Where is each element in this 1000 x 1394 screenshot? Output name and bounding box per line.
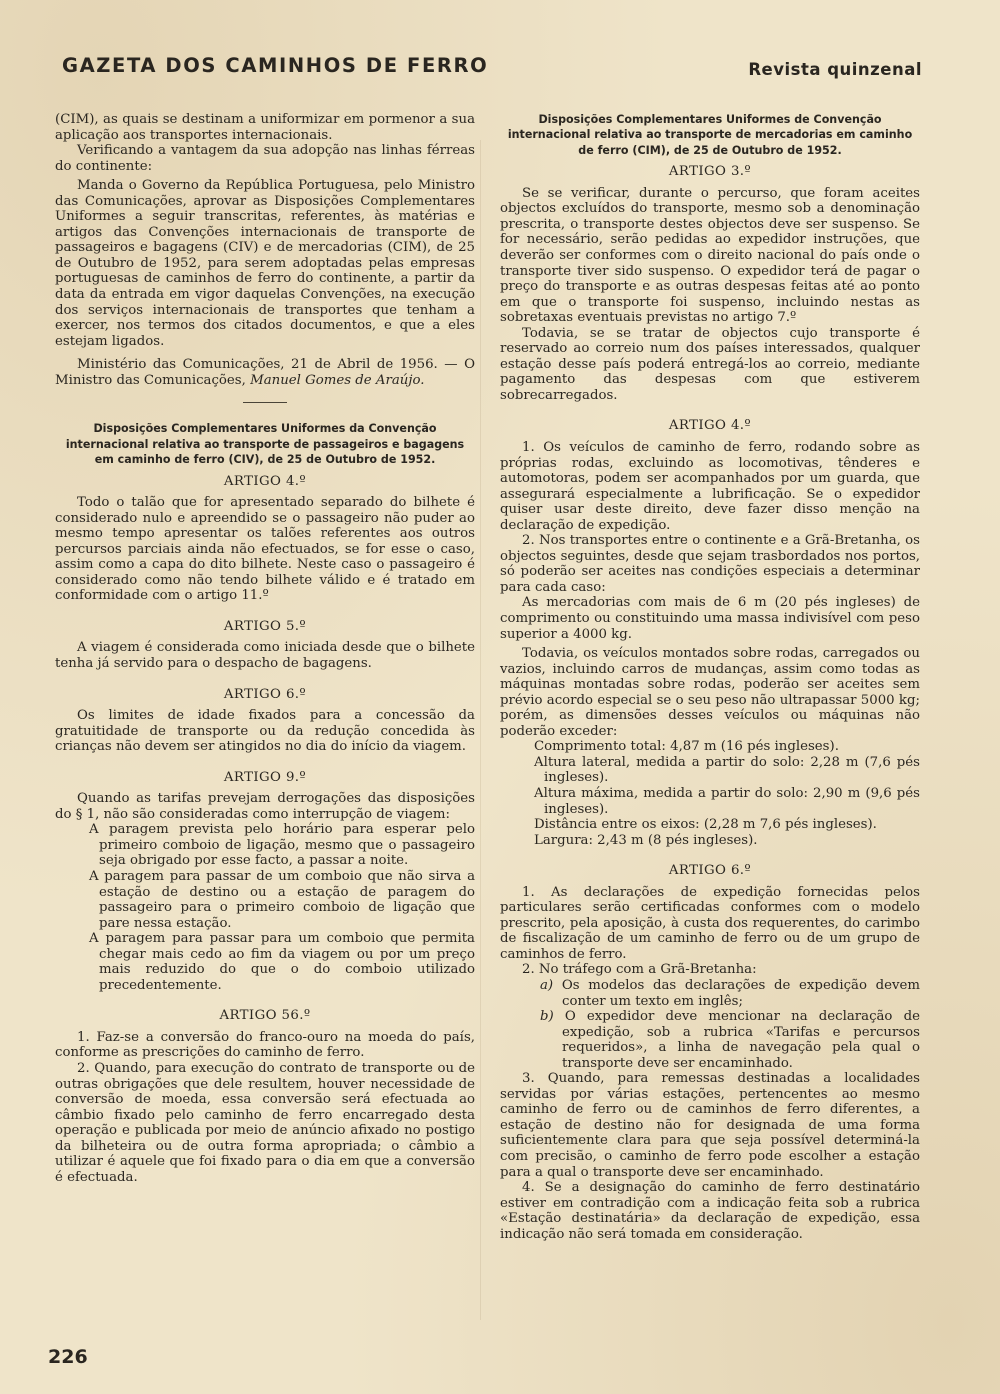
dimension-item: Altura máxima, medida a partir do solo: 2,90 m (9,6 pés ingleses). <box>534 786 920 817</box>
right-column <box>500 112 920 1242</box>
running-header <box>62 50 922 84</box>
list-item: A paragem para passar para um comboio que permita chegar mais cedo ao fim da viagem ou por um preço mais reduzido do que o do comboio utilizado precedentemente. <box>89 931 475 993</box>
paragraph: 2. Nos transportes entre o continente e a Grã-Bretanha, os objectos seguintes, desde que sejam trasbordados nos portos, só poderão ser aceites nas condições especiais a determinar para cada caso: <box>500 533 920 595</box>
article-title: ARTIGO 4.º <box>223 473 307 489</box>
article-title: ARTIGO 4.º <box>668 418 752 434</box>
section-heading-cim: Disposições Complementares Uniformes de Convenção internacional relativa ao transporte de mercadorias em caminho de ferro (CIM), de 25 de Outubro de 1952. <box>507 113 913 157</box>
list-item-a <box>500 978 920 1009</box>
article-title: ARTIGO 3.º <box>668 164 752 180</box>
paragraph: Se se verificar, durante o percurso, que foram aceites objectos excluídos do transporte, mesmo sob a denominação prescrita, o transporte destes objectos deve ser suspenso. Se for necessário, serão pedidas ao expedidor instruções, que deverão ser conformes com o direito nacional do país onde o transporte tiver sido suspenso. O expedidor terá de pagar o preço do transporte e as outras despesas feitas até ao ponto em que o transporte foi suspenso, incluindo nestas as sobretaxas eventuais previstas no artigo 7.º <box>500 185 920 326</box>
paragraph: As mercadorias com mais de 6 m (20 pés ingleses) de comprimento ou constituindo uma massa indivisível com peso superior a 4000 kg. <box>500 595 920 642</box>
journal-title: GAZETA DOS CAMINHOS DE FERRO <box>62 54 489 77</box>
dimension-item: Distância entre os eixos: (2,28 m 7,6 pés ingleses). <box>534 817 877 833</box>
paragraph: 1. As declarações de expedição fornecidas pelos particulares serão certificadas conformes com o modelo prescrito, pela aposição, à custa dos requerentes, do carimbo de fiscalização de um caminho de ferro ou de um grupo de caminhos de ferro. <box>500 884 920 962</box>
paragraph: Manda o Governo da República Portuguesa, pelo Ministro das Comunicações, aprovar as Disposições Complementares Uniformes a seguir transcritas, referentes, às matérias e artigos das Convenções internacionais de transporte de passageiros e bagagens (CIV) e de mercadorias (CIM), de 25 de Outubro de 1952, para serem adoptadas pelas empresas portuguesas de caminhos de ferro do continente, a partir da data da entrada em vigor daquelas Convenções, na execução dos serviços internacionais de transportes que tenham a exercer, nos termos dos citados documentos, e que a eles estejam ligados. <box>55 178 475 349</box>
paragraph: Todavia, os veículos montados sobre rodas, carregados ou vazios, incluindo carros de mudanças, assim como todas as máquinas montadas sobre rodas, poderão ser aceites sem prévio acordo especial se o seu peso não ultrapassar 5000 kg; porém, as dimensões desses veículos ou máquinas não poderão exceder: <box>500 646 920 739</box>
journal-subtitle: Revista quinzenal <box>748 60 922 79</box>
paragraph: 4. Se a designação do caminho de ferro destinatário estiver em contradição com a indicação feita sob a rubrica «Estação destinatária» da declaração de expedição, essa indicação não será tomada em consideração. <box>500 1180 920 1242</box>
paragraph: (CIM), as quais se destinam a uniformizar em pormenor a sua aplicação aos transportes internacionais. <box>55 112 475 143</box>
dimension-item: Largura: 2,43 m (8 pés ingleses). <box>534 832 758 848</box>
list-item: A paragem para passar de um comboio que não sirva a estação de destino ou a estação de paragem do passageiro para o primeiro comboio de ligação que pare nessa estação. <box>89 869 475 931</box>
signature-line <box>55 357 475 388</box>
paragraph: Os limites de idade fixados para a concessão da gratuitidade de transporte ou da redução concedida às crianças não devem ser atingidos no dia do início da viagem. <box>55 708 475 755</box>
item-text: O expedidor deve mencionar na declaração de expedição, sob a rubrica «Tarifas e percursos requeridos», a linha de navegação pela qual o transporte deve ser encaminhado. <box>562 1009 920 1071</box>
paragraph: 2. No tráfego com a Grã-Bretanha: <box>522 962 757 978</box>
paragraph: A viagem é considerada como iniciada desde que o bilhete tenha já servido para o despacho de bagagens. <box>55 640 475 671</box>
item-label: a) <box>540 978 554 994</box>
dimension-item: Altura lateral, medida a partir do solo: 2,28 m (7,6 pés ingleses). <box>534 754 920 786</box>
article-title: ARTIGO 6.º <box>668 863 752 879</box>
left-column <box>55 112 475 1185</box>
paragraph: 1. Os veículos de caminho de ferro, rodando sobre as próprias rodas, excluindo as locomotivas, tênderes e automotoras, podem ser acompanhados por um guarda, que assegurará especialmente a lubrificação. Se o expedidor quiser usar deste direito, deve fazer disso menção na declaração de expedição. <box>500 439 920 533</box>
paragraph: 1. Faz-se a conversão do franco-ouro na moeda do país, conforme as prescrições do caminho de ferro. <box>55 1029 475 1061</box>
list-item: A paragem prevista pelo horário para esperar pelo primeiro comboio de ligação, mesmo que o passageiro seja obrigado por esse facto, a passar a noite. <box>89 822 475 869</box>
item-label: b) <box>540 1009 554 1025</box>
article-title: ARTIGO 9.º <box>223 769 307 785</box>
article-title: ARTIGO 6.º <box>223 686 307 702</box>
list-item-b <box>500 1009 920 1071</box>
signature-text: Ministério das Comunicações, 21 de Abril de 1956. — O Ministro das Comunicações, <box>55 357 475 388</box>
column-gutter <box>480 140 481 1320</box>
section-divider <box>243 402 287 403</box>
paragraph: Verificando a vantagem da sua adopção nas linhas férreas do continente: <box>55 143 475 174</box>
article-title: ARTIGO 56.º <box>219 1008 311 1024</box>
paragraph: Todavia, se se tratar de objectos cujo transporte é reservado ao correio num dos países interessados, qualquer estação desse país poderá entregá-los ao correio, mediante pagamento das despesas com que estiverem sobrecarregados. <box>500 325 920 403</box>
item-text: Os modelos das declarações de expedição devem conter um texto em inglês; <box>561 978 920 1009</box>
page-number: 226 <box>48 1346 88 1368</box>
paragraph: 3. Quando, para remessas destinadas a localidades servidas por várias estações, pertencentes ao mesmo caminho de ferro ou de caminhos de ferro diferentes, a estação de destino não for designada de uma forma suficientemente clara para que seja possível determiná-la com precisão, o caminho de ferro pode escolher a estação para a qual o transporte deve ser encaminhado. <box>500 1071 920 1180</box>
signature-name: Manuel Gomes de Araújo. <box>250 372 425 388</box>
article-title: ARTIGO 5.º <box>223 618 307 634</box>
paragraph: Quando as tarifas prevejam derrogações das disposições do § 1, não são consideradas como interrupção de viagem: <box>55 791 475 822</box>
paragraph: 2. Quando, para execução do contrato de transporte ou de outras obrigações que dele resultem, houver necessidade de conversão de moeda, essa conversão será efectuada ao câmbio fixado pelo caminho de ferro encarregado desta operação e publicada por meio de anúncio afixado no postigo da bilheteira ou de outra forma apropriada; o câmbio a utilizar é aquele que foi fixado para o dia em que a conversão é efectuada. <box>55 1061 475 1185</box>
section-heading-civ: Disposições Complementares Uniformes da Convenção internacional relativa ao transporte de passageiros e bagagens em caminho de ferro (CIV), de 25 de Outubro de 1952. <box>65 422 465 467</box>
paragraph: Todo o talão que for apresentado separado do bilhete é considerado nulo e apreendido se o passageiro não puder ao mesmo tempo apresentar os talões referentes aos outros percursos parciais ainda não efectuados, se for esse o caso, assim como a capa do dito bilhete. Neste caso o passageiro é considerado como não tendo bilhete válido e é tratado em conformidade com o artigo 11.º <box>55 495 475 604</box>
dimension-item: Comprimento total: 4,87 m (16 pés ingleses). <box>534 739 839 755</box>
